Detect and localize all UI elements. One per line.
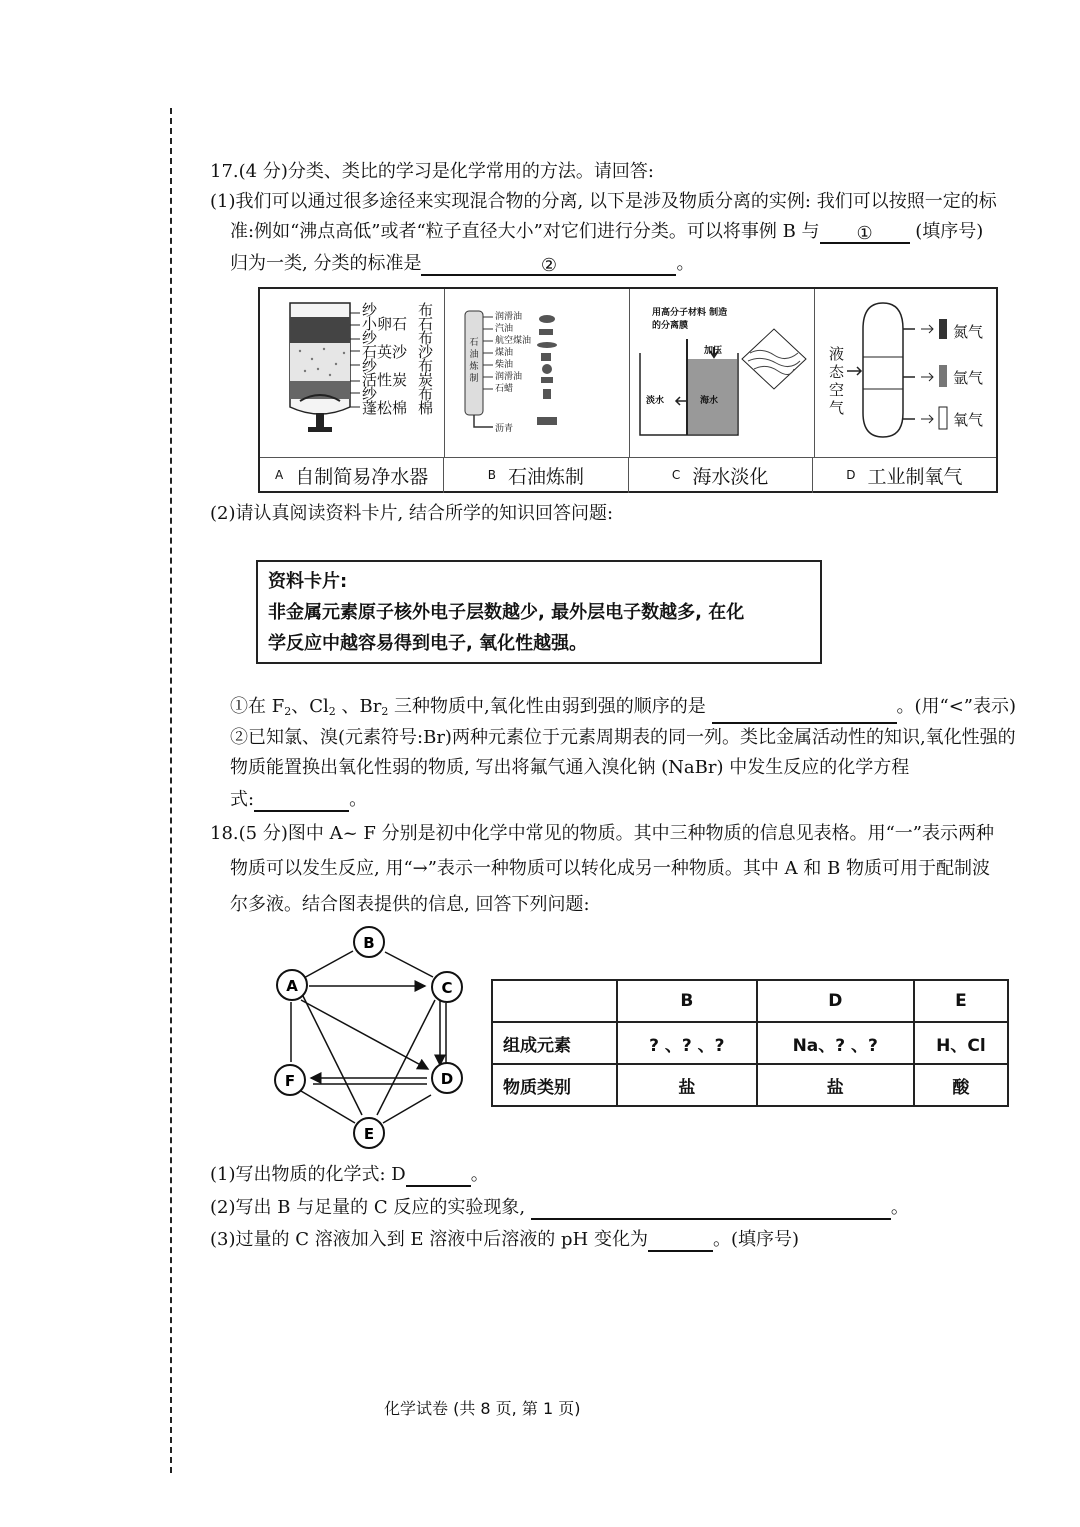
answer-blank-equation[interactable]	[254, 790, 349, 812]
q17-part1-line3	[230, 252, 694, 276]
binding-line	[170, 108, 172, 1473]
table-header-cell: D	[757, 980, 914, 1022]
separation-figure	[258, 287, 998, 493]
answer-blank-ph[interactable]	[648, 1230, 713, 1252]
filter-layer-1: 纱	[362, 301, 378, 319]
figure-captions	[260, 457, 996, 493]
q17-sub1-b: 、Cl	[291, 696, 329, 717]
answer-blank-d-formula[interactable]	[406, 1165, 471, 1187]
q17-part1-line2	[230, 220, 983, 244]
q17-sub1-d: 三种物质中,氧化性由弱到强的顺序的是	[388, 696, 706, 717]
table-row	[492, 1022, 1008, 1064]
q17-sub1-e: 。(用“<”表示)	[896, 696, 1017, 717]
q18-answer2-end: 。	[890, 1197, 909, 1218]
q17-part2: (2)请认真阅读资料卡片, 结合所学的知识回答问题:	[210, 503, 614, 524]
caption-d	[813, 457, 996, 493]
q18-line1: 18.(5 分)图中 A~ F 分别是初中化学中常见的物质。其中三种物质的信息见表格。用“一”表示两种	[210, 823, 994, 844]
relation-diagram	[265, 925, 485, 1150]
filter-layer-6: 活性炭	[362, 371, 408, 389]
caption-a	[260, 457, 444, 493]
oil-fraction-2: 汽油	[495, 324, 514, 334]
info-card-line2: 学反应中越容易得到电子, 氧化性越强。	[268, 633, 588, 654]
oil-fraction-4: 煤油	[495, 348, 514, 358]
diagram-node-f: F	[284, 1072, 296, 1090]
table-cell: 盐	[757, 1064, 914, 1106]
filter-layer-labels-right	[418, 303, 433, 415]
filter-layer-5: 纱	[362, 357, 378, 375]
info-card	[256, 560, 822, 664]
membrane-label: 用高分子材料 制造的分离膜	[652, 308, 728, 331]
oil-fraction-8: 沥青	[495, 424, 514, 434]
caption-d-letter: D	[846, 468, 856, 482]
caption-b	[444, 457, 628, 493]
oil-fraction-labels	[495, 311, 531, 435]
q18-line2: 物质可以发生反应, 用“→”表示一种物质可以转化成另一种物质。其中 A 和 B 物质可用于配制波	[230, 858, 991, 879]
filter-layer-right-6: 炭	[418, 371, 434, 389]
figure-cell-d	[815, 289, 999, 457]
info-card-line1: 非金属元素原子核外电子层数越少, 最外层电子数越多, 在化	[268, 602, 745, 623]
q17-sub2-line3	[230, 788, 367, 812]
caption-c	[629, 457, 813, 493]
q17-part1-line2-text: 准:例如“沸点高低”或者“粒子直径大小”对它们进行分类。可以将事例 B 与	[230, 221, 820, 242]
figure-cell-a	[260, 289, 445, 457]
sea-water-label: 海水	[700, 396, 719, 406]
diagram-node-d: D	[440, 1070, 454, 1088]
answer-blank-1[interactable]: ①	[820, 222, 910, 244]
filter-layer-8: 蓬松棉	[362, 399, 408, 417]
answer-blank-phenomenon[interactable]	[531, 1198, 891, 1220]
water-filter-illustration	[260, 289, 444, 455]
subscript-2: 2	[381, 705, 389, 718]
q17-part1-fill-hint: (填序号)	[915, 221, 984, 242]
table-cell: 盐	[617, 1064, 757, 1106]
filter-layer-right-7: 布	[418, 385, 434, 403]
q17-sub1-c: 、Br	[335, 696, 382, 717]
table-cell: 酸	[914, 1064, 1008, 1106]
oil-fraction-5: 柴油	[495, 360, 514, 370]
table-row-label: 组成元素	[492, 1022, 617, 1064]
q18-answer1-text: (1)写出物质的化学式: D	[210, 1164, 406, 1185]
subscript-2: 2	[284, 705, 292, 718]
table-row-label: 物质类别	[492, 1064, 617, 1106]
info-card-title: 资料卡片:	[268, 571, 348, 592]
subscript-2: 2	[328, 705, 336, 718]
caption-c-text: 海水淡化	[692, 465, 769, 488]
table-row	[492, 1064, 1008, 1106]
substance-info-table	[491, 979, 1009, 1107]
caption-b-letter: B	[487, 468, 496, 482]
q17-sub1	[230, 695, 1016, 724]
diagram-node-b: B	[363, 934, 375, 952]
q17-sub2-line2: 物质能置换出氧化性弱的物质, 写出将氟气通入溴化钠 (NaBr) 中发生反应的化学方程	[230, 757, 910, 778]
refining-tower-label: 石油炼制	[469, 338, 479, 384]
q18-line3: 尔多液。结合图表提供的信息, 回答下列问题:	[230, 894, 590, 915]
table-header-cell: E	[914, 980, 1008, 1022]
figure-cell-b	[445, 289, 630, 457]
caption-a-letter: A	[275, 468, 284, 482]
q18-answer1	[210, 1163, 489, 1187]
diagram-node-a: A	[286, 977, 298, 995]
q17-sub2-line3-b: 。	[349, 789, 368, 810]
filter-layer-right-4: 沙	[418, 343, 434, 361]
q17-sub1-a: ①在 F	[230, 696, 285, 717]
diagram-node-c: C	[441, 979, 453, 997]
caption-b-text: 石油炼制	[507, 465, 584, 488]
answer-blank-2[interactable]: ②	[421, 254, 676, 276]
table-header-cell	[492, 980, 617, 1022]
gas-label-argon: 氩气	[953, 369, 984, 387]
caption-d-text: 工业制氧气	[867, 465, 963, 488]
oil-fraction-1: 润滑油	[495, 312, 523, 322]
caption-a-text: 自制简易净水器	[295, 465, 429, 488]
q18-answer2-text: (2)写出 B 与足量的 C 反应的实验现象,	[210, 1197, 526, 1218]
filter-layer-2: 小卵石	[362, 315, 408, 333]
q17-part1-line3-text: 归为一类, 分类的标准是	[230, 253, 422, 274]
table-header-cell: B	[617, 980, 757, 1022]
filter-layer-right-8: 棉	[418, 399, 434, 417]
filter-layer-4: 石英沙	[362, 343, 408, 361]
table-cell: Na、? 、?	[757, 1022, 914, 1064]
q18-answer3-end: 。(填序号)	[712, 1229, 800, 1250]
q18-answer3	[210, 1228, 799, 1252]
q17-sub2-line3-a: 式:	[230, 789, 255, 810]
q18-answer3-text: (3)过量的 C 溶液加入到 E 溶液中后溶液的 pH 变化为	[210, 1229, 648, 1250]
figure-images	[260, 289, 996, 458]
oil-fraction-3: 航空煤油	[495, 336, 532, 346]
q17-part1-line3-end: 。	[676, 253, 695, 274]
q17-heading: 17.(4 分)分类、类比的学习是化学常用的方法。请回答:	[210, 161, 654, 182]
answer-blank-order[interactable]	[712, 702, 897, 724]
q18-answer2	[210, 1196, 909, 1220]
caption-c-letter: C	[671, 468, 681, 482]
table-cell: ? 、? 、?	[617, 1022, 757, 1064]
fresh-water-label: 淡水	[646, 396, 665, 406]
filter-layer-right-1: 布	[418, 301, 434, 319]
q17-part1-line1: (1)我们可以通过很多途径来实现混合物的分离, 以下是涉及物质分离的实例: 我们可以按照一定的标	[210, 191, 997, 212]
filter-layer-3: 纱	[362, 329, 378, 347]
table-cell: H、Cl	[914, 1022, 1008, 1064]
oil-fraction-6: 润滑油	[495, 372, 523, 382]
filter-layer-right-5: 布	[418, 357, 434, 375]
gas-label-nitrogen: 氮气	[953, 323, 984, 341]
pressure-label: 加压	[704, 346, 723, 356]
q18-answer1-end: 。	[470, 1164, 489, 1185]
filter-layer-right-2: 石	[418, 315, 434, 333]
figure-cell-c	[630, 289, 815, 457]
oil-fraction-7: 石蜡	[495, 384, 514, 394]
filter-layer-7: 纱	[362, 385, 378, 403]
liquid-air-label: 液态空气	[829, 345, 845, 417]
table-header-row	[492, 980, 1008, 1022]
q17-sub2-line1: ②已知氯、溴(元素符号:Br)两种元素位于元素周期表的同一列。类比金属活动性的知识,氧化性强的	[230, 727, 1016, 748]
diagram-node-e: E	[363, 1125, 375, 1143]
page-footer: 化学试卷 (共 8 页, 第 1 页)	[384, 1399, 581, 1418]
filter-layer-right-3: 布	[418, 329, 434, 347]
filter-layer-labels	[362, 303, 407, 415]
gas-label-oxygen: 氧气	[953, 411, 984, 429]
